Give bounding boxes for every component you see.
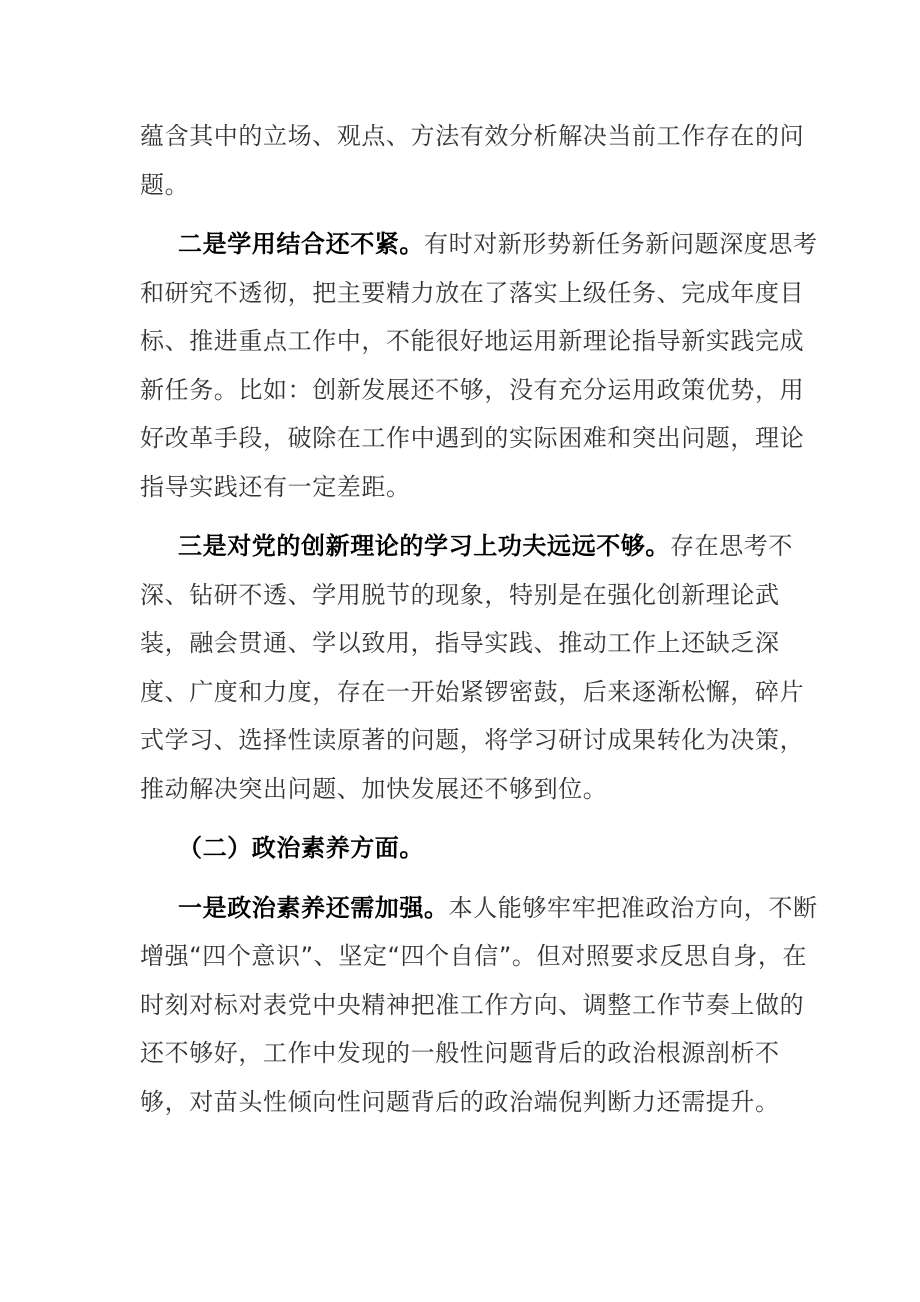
paragraph-section-1 — [140, 884, 820, 1127]
paragraph-lead: 三是对党的创新理论的学习上功夫远远不够。 — [178, 532, 670, 560]
paragraph-lead: 一是政治素养还需加强。 — [178, 893, 449, 922]
paragraph-2 — [140, 220, 820, 511]
paragraph-3 — [140, 522, 820, 813]
paragraph-lead: 二是学用结合还不紧。 — [178, 230, 424, 258]
section-heading: （二）政治素养方面。 — [178, 834, 424, 862]
paragraph-body: 存在思考不深、钻研不透、学用脱节的现象，特别是在强化创新理论武装，融会贯通、学以致用，指导实践、推动工作上还缺乏深度、广度和力度，存在一开始紧锣密鼓，后来逐渐松懈，碎片式学习、选择性读原著的问题，将学习研讨成果转化为决策，推动解决突出问题、加快发展还不够到位。 — [140, 532, 805, 803]
continuation-paragraph: 蕴含其中的立场、观点、方法有效分析解决当前工作存在的问题。 — [140, 122, 805, 199]
paragraph-body: 本人能够牢牢把准政治方向，不断增强“四个意识”、坚定“四个自信”。但对照要求反思自身，在时刻对标对表党中央精神把准工作方向、调整工作节奏上做的还不够好，工作中发现的一般性问题背后的政治根源剖析不够，对苗头性倾向性问题背后的政治端倪判断力还需提升。 — [140, 893, 818, 1116]
paragraph-body: 有时对新形势新任务新问题深度思考和研究不透彻，把主要精力放在了落实上级任务、完成年度目标、推进重点工作中，不能很好地运用新理论指导新实践完成新任务。比如：创新发展还不够，没有充分运用政策优势，用好改革手段，破除在工作中遇到的实际困难和突出问题，理论指导实践还有一定差距。 — [140, 230, 818, 501]
document-page — [140, 112, 820, 1137]
